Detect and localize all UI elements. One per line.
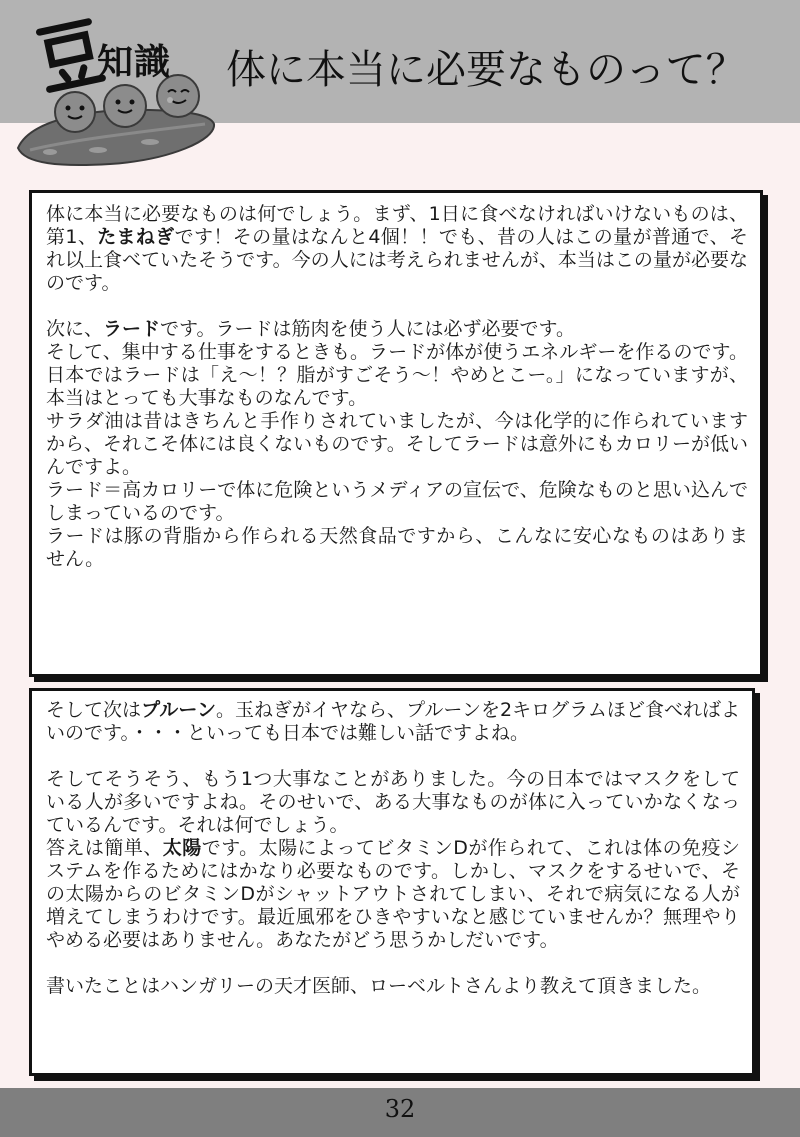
content-box-1 (29, 190, 763, 677)
mame-chishiki-logo (0, 0, 230, 175)
paragraph: そしてそうそう、もう1つ大事なことがありました。今の日本ではマスクをしている人が多いですよね。そのせいで、ある大事なものが体に入っていかなくなっているんです。それは何でしょう。 (46, 768, 740, 836)
text: 。玉ねぎがイヤなら、プルーンを2キログラムほど食べればよいのです。・・・といっても日本では難しい話ですよね。 (46, 699, 740, 744)
paragraph: そして、集中する仕事をするときも。ラードが体が使うエネルギーを作るのです。日本ではラードは「え～！？脂がすごそう～！やめとこー。」になっていますが、本当はとっても大事なものなんです。 (46, 341, 748, 409)
text: 次に、 (46, 318, 104, 340)
paragraph: サラダ油は昔はきちんと手作りされていましたが、今は化学的に作られていますから、それこそ体には良くないものです。そしてラードは意外にもカロリーが低いんですよ。 (46, 410, 748, 478)
page-title: 体に本当に必要なものって？ (226, 47, 746, 93)
paragraph: ラードは豚の背脂から作られる天然食品ですから、こんなに安心なものはありません。 (46, 525, 748, 570)
bold-keyword: プルーン (141, 699, 216, 721)
paragraph (46, 318, 748, 341)
logo-text: 知識 (97, 42, 172, 83)
bean-pod-icon (0, 0, 230, 175)
paragraph (46, 837, 740, 952)
bold-keyword: たまねぎ (97, 226, 175, 248)
paragraph: ラード＝高カロリーで体に危険というメディアの宣伝で、危険なものと思い込んでしまっているのです。 (46, 479, 748, 524)
text: 答えは簡単、 (46, 837, 163, 859)
text: です。ラードは筋肉を使う人には必ず必要です。 (160, 318, 575, 340)
text: です！その量はなんと4個！！でも、昔の人はこの量が普通で、それ以上食べていたそうです。今の人には考えられませんが、本当はこの量が必要なのです。 (46, 226, 748, 294)
paragraph (46, 203, 748, 295)
text: 体に本当に必要なものは何でしょう。まず、1日に食べなければいけないものは、第1、 (46, 203, 748, 248)
paragraph (46, 699, 740, 745)
page-number: 32 (384, 1095, 416, 1123)
text: です。太陽によってビタミンDが作られて、これは体の免疫システムを作るためにはかなり必要なものです。しかし、マスクをするせいで、その太陽からのビタミンDがシャットアウトされてしまい、それで病気になる人が増えてしまうわけです。最近風邪をひきやすいなと感じていませんか？無理やりやめる必要はありません。あなたがどう思うかしだいです。 (46, 837, 740, 951)
bold-keyword: ラード (103, 318, 161, 340)
text: そして次は (46, 699, 142, 721)
content-box-2 (29, 688, 755, 1076)
paragraph: 書いたことはハンガリーの天才医師、ローベルトさんより教えて頂きました。 (46, 975, 712, 997)
bold-keyword: 太陽 (162, 837, 202, 859)
